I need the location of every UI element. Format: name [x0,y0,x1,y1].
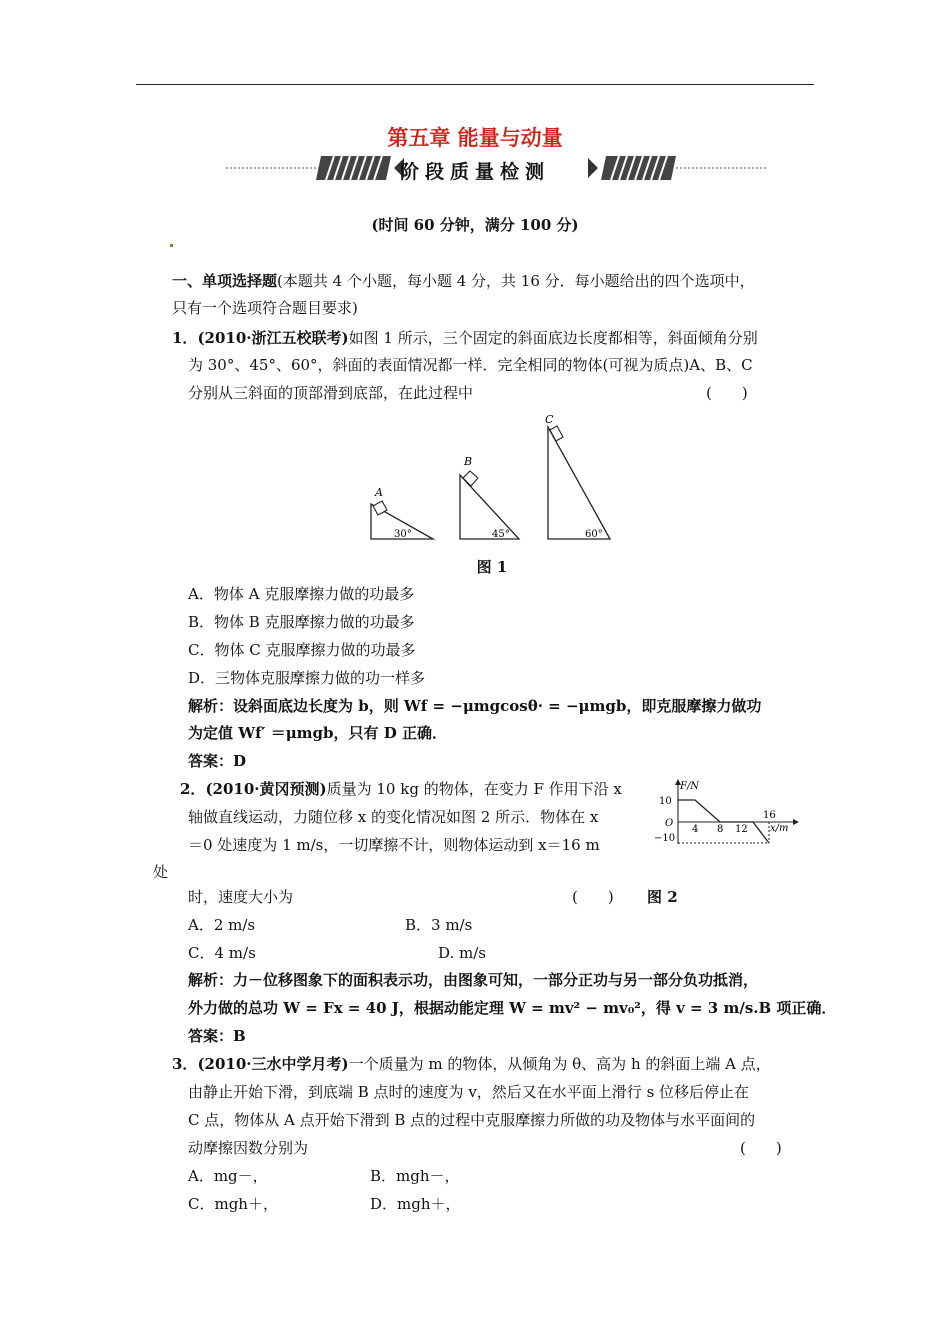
q3-text-4: 动摩擦因数分别为 [188,1139,309,1157]
q2-option-d: D. m/s [438,944,487,962]
q2-option-c: C．4 m/s [188,944,256,962]
q3-number: 3． [172,1055,198,1073]
q3-option-d: D．mgh＋， [370,1195,461,1213]
section1-desc-2: 只有一个选项符合题目要求) [172,299,358,317]
q1-analysis-1: 解析：设斜面底边长度为 b，则 Wf = −μmgcosθ· = −μmgb，即克服摩擦力做功 [188,697,762,715]
angle-60: 60° [585,529,603,540]
q3-text-3: C 点，物体从 A 点开始下滑到 B 点的过程中克服摩擦力所做的功及物体与水平面间的 [188,1111,756,1129]
q1-option-c: C．物体 C 克服摩擦力做的功最多 [188,641,416,659]
angle-30: 30° [394,529,412,540]
q1-option-b: B．物体 B 克服摩擦力做的功最多 [188,613,415,631]
x-axis-arrow-icon [793,819,799,825]
q1-answer: 答案：D [188,752,247,770]
q2-text-5: 时，速度大小为 [188,888,294,906]
block-a [373,501,387,515]
header-rule [136,84,814,85]
section-banner-text: 阶段质量检测 [399,161,550,183]
chapter-title: 第五章 能量与动量 [387,126,563,150]
y-tick-10: 10 [659,796,672,807]
q2-figure-caption: 图 2 [647,888,678,906]
q1-option-d: D．三物体克服摩擦力做的功一样多 [188,669,426,687]
q3-option-a: A．mg－， [188,1167,268,1185]
y-tick-neg10: −10 [654,833,676,844]
q3-source: (2010·三水中学月考) [197,1055,349,1073]
q1-figure-inclines [360,408,620,548]
label-b: B [464,455,473,468]
block-c [550,426,563,441]
x-tick-4: 4 [692,824,699,835]
q1-figure-caption: 图 1 [476,558,508,576]
q1-text-3: 分别从三斜面的顶部滑到底部，在此过程中 [188,384,474,402]
q2-number: 2． [180,780,206,798]
q2-answer: 答案：B [188,1027,246,1045]
q2-option-b: B．3 m/s [405,916,473,934]
q3-text-1: 一个质量为 m 的物体，从倾角为 θ、高为 h 的斜面上端 A 点， [348,1055,771,1073]
q2-source: (2010·黄冈预测) [205,780,327,798]
q3-answer-bracket: ( ) [740,1139,782,1157]
label-c: C [545,413,554,426]
block-b [463,471,478,486]
q3-text-2: 由静止开始下滑，到底端 B 点时的速度为 v，然后又在水平面上滑行 s 位移后停止在 [188,1083,750,1101]
section1-desc-1: (本题共 4 个小题，每小题 4 分，共 16 分．每小题给出的四个选项中， [277,272,755,290]
q2-force-graph [650,776,800,848]
q1-text-1: 如图 1 所示，三个固定的斜面底边长度都相等，斜面倾角分别 [348,329,758,347]
x-tick-8: 8 [717,824,724,835]
q3-option-c: C．mgh＋， [188,1195,278,1213]
time-info: (时间 60 分钟，满分 100 分) [371,216,579,234]
q2-analysis-1: 解析：力－位移图象下的面积表示功，由图象可知，一部分正功与另一部分负功抵消， [188,971,759,989]
x-axis-label: x/m [770,823,789,834]
q2-text-3: ＝0 处速度为 1 m/s，一切摩擦不计，则物体运动到 x＝16 m [188,836,600,854]
q2-answer-bracket: ( ) [572,888,614,906]
q1-source: (2010·浙江五校联考) [197,329,349,347]
q2-text-1: 质量为 10 kg 的物体，在变力 F 作用下沿 x [326,780,622,798]
q2-analysis-2: 外力做的总功 W = Fx = 40 J，根据动能定理 W = mv² − mv₀²，得 v = 3 m/s.B 项正确． [188,999,837,1017]
angle-45: 45° [492,529,510,540]
x-tick-12: 12 [735,824,748,835]
q1-analysis-2: 为定值 Wf′ ＝μmgb，只有 D 正确． [188,724,447,742]
stray-mark [170,244,173,247]
incline-c [548,427,610,539]
q1-answer-bracket: ( ) [706,384,748,402]
q1-text-2: 为 30°、45°、60°，斜面的表面情况都一样．完全相同的物体(可视为质点)A、B、C [188,356,753,374]
q1-option-a: A．物体 A 克服摩擦力做的功最多 [188,585,415,603]
q2-line1 [180,779,622,799]
section1-title: 一、单项选择题 [172,272,278,290]
origin-label: O [665,818,674,829]
q1-line1 [172,328,758,348]
q2-option-a: A．2 m/s [188,916,256,934]
x-tick-16: 16 [763,810,776,821]
q3-line1 [172,1054,771,1074]
q3-option-b: B．mgh－， [370,1167,460,1185]
label-a: A [375,486,383,499]
y-axis-label: F/N [680,781,700,792]
q2-text-2: 轴做直线运动，力随位移 x 的变化情况如图 2 所示．物体在 x [188,808,599,826]
section1-heading [172,271,755,291]
q1-number: 1． [172,329,198,347]
q2-text-4: 处 [153,863,169,881]
